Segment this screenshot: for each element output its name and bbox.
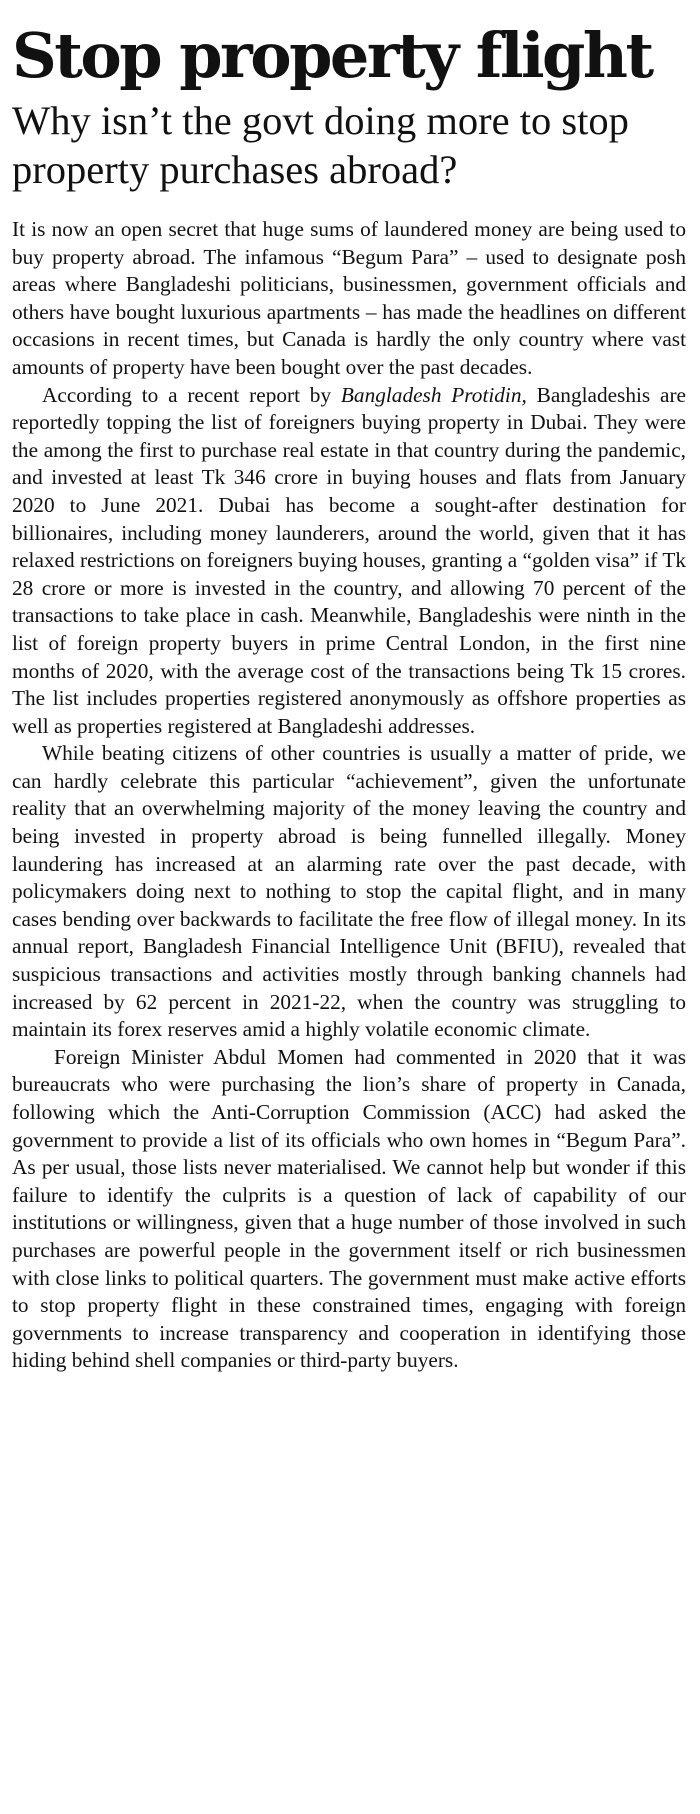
paragraph-2-lead: According to a recent report by (42, 382, 341, 407)
paragraph-1: It is now an open secret that huge sums of laundered money are being used to buy property abroad. The infamous “Begum Para” – used to designate posh areas where Bangladeshi politicians, businessmen, government officials and others have bought luxurious apartments – has made the headlines on different occasions in recent times, but Canada is hardly the only country where vast amounts of property have been bought over the past decades. (12, 217, 686, 379)
headline: Stop property flight (12, 19, 652, 92)
paragraph-3: While beating citizens of other countries is usually a matter of pride, we can hardly celebrate this particular “achievement”, given the unfortunate reality that an overwhelming majority of the money leaving the country and being invested in property abroad is being funnelled illegally. Money laundering has increased at an alarming rate over the past decade, with policymakers doing next to nothing to stop the capital flight, and in many cases bending over backwards to facilitate the free flow of illegal money. In its annual report, Bangladesh Financial Intelligence Unit (BFIU), revealed that suspicious transactions and activities mostly through banking channels had increased by 62 percent in 2021-22, when the country was struggling to maintain its forex reserves amid a highly volatile economic climate. (12, 741, 686, 1042)
subheadline: Why isn’t the govt doing more to stop property purchases abroad? (12, 98, 629, 192)
paragraph-2-text: Bangladeshis are reportedly topping the list of foreigners buying property in Dubai. They were the among the first to purchase real estate in that country during the pandemic, and invested at least Tk 346 crore in buying houses and flats from January 2020 to June 2021. Dubai has become a sought-after destination for billionaires, including money launderers, around the world, given that it has relaxed restrictions on foreigners buying houses, granting a “golden visa” if Tk 28 crore or more is invested in the country, and allowing 70 percent of the transactions to take place in cash. Meanwhile, Bangladeshis were ninth in the list of foreign property buyers in prime Central London, in the first nine months of 2020, with the average cost of the transactions being Tk 15 crores. The list includes properties registered anonymously as offshore properties as well as properties registered at Bangladeshi addresses. (12, 382, 687, 738)
paragraph-4: Foreign Minister Abdul Momen had commented in 2020 that it was bureaucrats who were purchasing the lion’s share of property in Canada, following which the Anti-Corruption Commission (ACC) had asked the government to provide a list of its officials who own homes in “Begum Para”. As per usual, those lists never materialised. We cannot help but wonder if this failure to identify the culprits is a question of lack of capability of our institutions or willingness, given that a huge number of those involved in such purchases are powerful people in the government itself or rich businessmen with close links to political quarters. The government must make active efforts to stop property flight in these constrained times, engaging with foreign governments to increase transparency and cooperation in identifying those hiding behind shell companies or third-party buyers. (12, 1044, 686, 1373)
paragraph-2 (12, 382, 686, 741)
article-body (12, 216, 686, 1375)
source-publication-name: Bangladesh Protidin, (340, 382, 527, 407)
